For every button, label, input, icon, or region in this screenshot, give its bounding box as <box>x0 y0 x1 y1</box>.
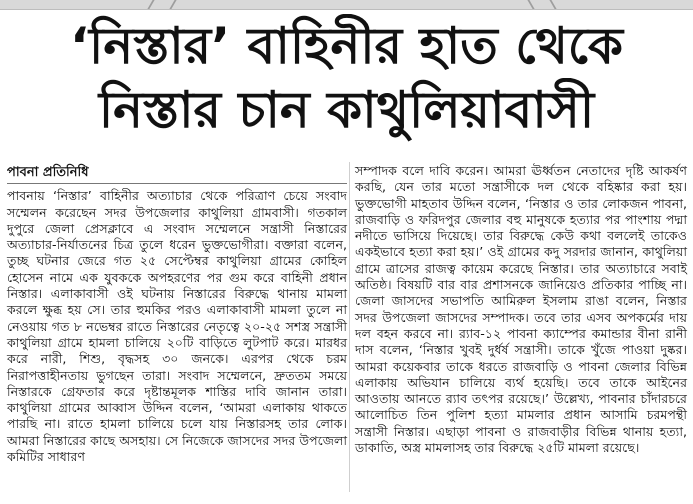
headline-line-1: ‘নিস্তার’ বাহিনীর হাত থেকে <box>70 17 623 75</box>
column-divider <box>349 162 350 504</box>
page-bottom-edge <box>0 492 693 504</box>
article-body-right: সম্পাদক বলে দাবি করেন। আমরা ঊর্ধ্বতন নেতাদের দৃষ্টি আকর্ষণ করছি, যেন তার মতো সন্ত্রাসীকে দল থেকে বহিষ্কার করা হয়। ভুক্তভোগী মাহতাব উদ্দিন বলেন, ‘নিস্তার ও তার লোকজন পাবনা, রাজবাড়ি ও ফরিদপুর জেলার বহু মানুষকে হত্যার পর পাংশায় পদ্মা নদীতে ভাসিয়ে দিয়েছে। তার বিরুদ্ধে কেউ কথা বললেই তাকেও একইভাবে হত্যা করা হয়।’ ওই গ্রামের কদু সরদার জানান, কাথুলিয়া গ্রামে ত্রাসের রাজত্ব কায়েম করেছে নিস্তার। তার অত্যাচারে সবাই অতিষ্ঠ। বিষয়টি বার বার প্রশাসনকে জানিয়েও প্রতিকার পাচ্ছি না। জেলা জাসদের সভাপতি আমিরুল ইসলাম রাঙা বলেন, নিস্তার সদর উপজেলা জাসদের সম্পাদক। তবে তার এসব অপকর্মের দায় দল বহন করবে না। র‍্যাব-১২ পাবনা ক্যাম্পের কমান্ডার বীনা রানী দাস বলেন, ‘নিস্তার খুবই দুর্ধর্ষ সন্ত্রাসী। তাকে খুঁজে পাওয়া দুষ্কর। আমরা কয়েকবার তাকে ধরতে রাজবাড়ি ও পাবনা জেলার বিভিন্ন এলাকায় অভিযান চালিয়ে ব্যর্থ হয়েছি। তবে তাকে আইনের আওতায় আনতে র‍্যাব তৎপর রয়েছে।’ উল্লেখ্য, পাবনার চাঁদারচরে আলোচিত তিন পুলিশ হত্যা মামলার প্রধান আসামি চরমপন্থী সন্ত্রাসী নিস্তার। এছাড়া পাবনা ও রাজবাড়ীর বিভিন্ন থানায় হত্যা, ডাকাতি, অস্ত্র মামলাসহ তার বিরুদ্ধে ২৫টি মামলা রয়েছে। <box>355 163 687 456</box>
decorative-notch <box>147 0 176 9</box>
dateline: পাবনা প্রতিনিধি <box>7 165 347 184</box>
article-column-right <box>355 163 687 456</box>
article-column-left <box>7 165 347 465</box>
article-headline <box>0 14 693 142</box>
page-top-rule <box>0 0 693 10</box>
article-body-left: পাবনায় ‘নিস্তার’ বাহিনীর অত্যাচার থেকে পরিত্রাণ চেয়ে সংবাদ সম্মেলন করেছেন সদর উপজেলার কাথুলিয়া গ্রামবাসী। গতকাল দুপুরে জেলা প্রেসক্লাবে এ সংবাদ সম্মেলনে সন্ত্রাসী নিস্তারের অত্যাচার-নির্যাতনের চিত্র তুলে ধরেন ভুক্তভোগীরা। বক্তারা বলেন, তুচ্ছ ঘটনার জেরে গত ২৫ সেপ্টেম্বর কাথুলিয়া গ্রামের কোহিল হোসেন নামে এক যুবককে অপহরণের পর গুম করে বাহিনী প্রধান নিস্তার। এলাকাবাসী ওই ঘটনায় নিস্তারের বিরুদ্ধে থানায় মামলা করলে ক্ষুব্ধ হয় সে। তার হুমকির পরও এলাকাবাসী মামলা তুলে না নেওয়ায় গত ৮ নভেম্বর রাতে নিস্তারের নেতৃত্বে ২০-২৫ সশস্ত্র সন্ত্রাসী কাথুলিয়া গ্রামে হামলা চালিয়ে ২০টি বাড়িতে লুটপাট করে। মারধর করে নারী, শিশু, বৃদ্ধসহ ৩০ জনকে। এরপর থেকে চরম নিরাপত্তাহীনতায় ভুগছেন তারা। সংবাদ সম্মেলনে, দ্রুততম সময়ে নিস্তারকে গ্রেফতার করে দৃষ্টান্তমূলক শাস্তির দাবি জানান তারা। কাথুলিয়া গ্রামের আব্বাস উদ্দিন বলেন, ‘আমরা এলাকায় থাকতে পারছি না। রাতে হামলা চালিয়ে চলে যায় নিস্তারসহ তার লোক। আমরা নিস্তারের কাছে অসহায়। সে নিজেকে জাসদের সদর উপজেলা কমিটির সাধারণ <box>7 188 347 465</box>
decorative-notch <box>527 0 556 9</box>
headline-line-2: নিস্তার চান কাথুলিয়াবাসী <box>98 81 595 139</box>
